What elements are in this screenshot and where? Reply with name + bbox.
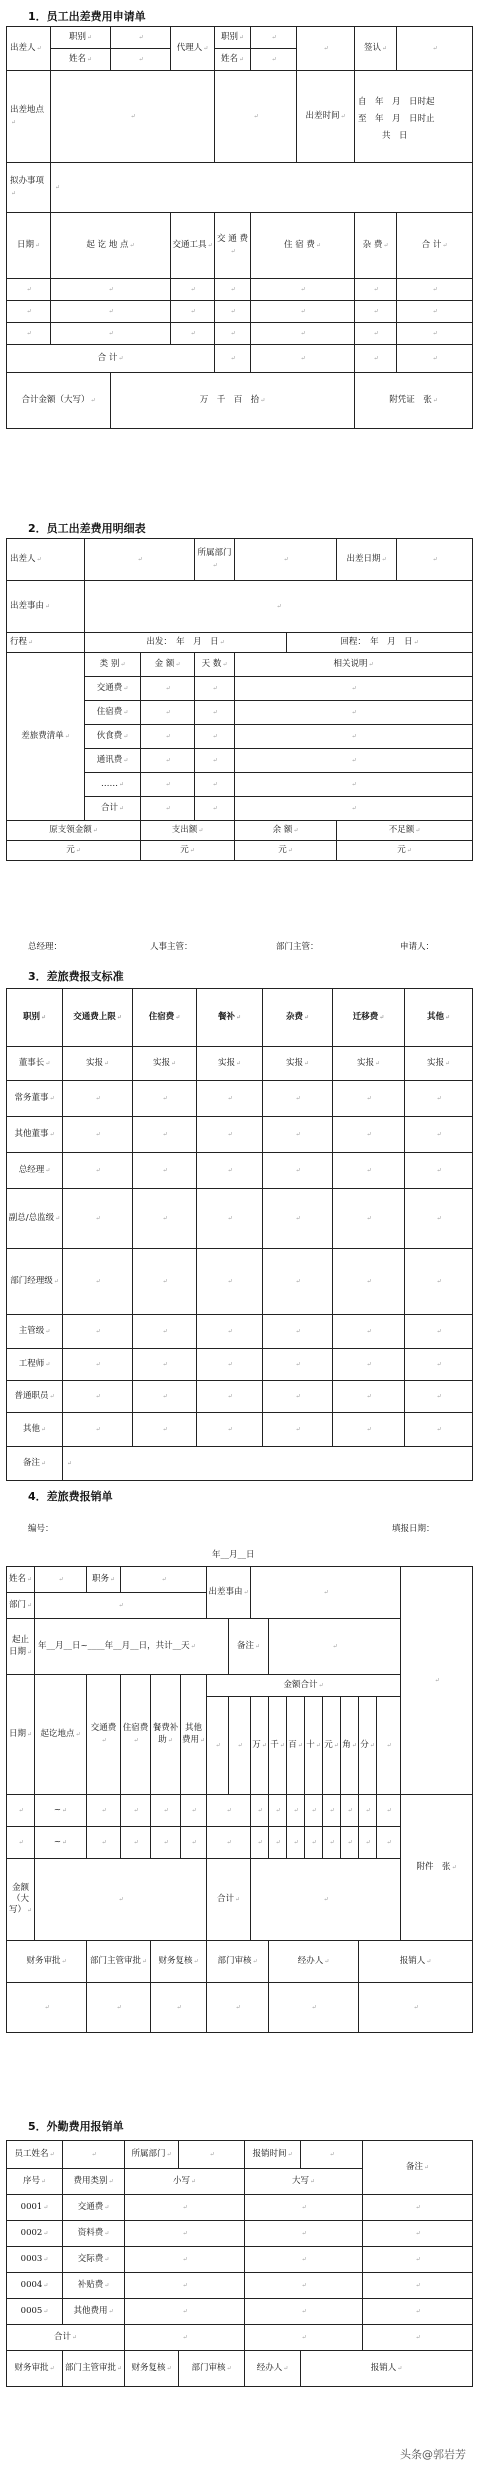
fullname-value[interactable] — [111, 49, 171, 71]
head-misc: 杂 费 ↵ — [355, 213, 397, 279]
fullname-label: 姓名 ↵ — [51, 49, 111, 71]
s5-sign-finance: 财务审批 ↵ — [7, 2351, 63, 2387]
s2-matter-label: 出差事由 ↵ — [7, 581, 85, 633]
place-label: 出差地点 ↵ — [7, 71, 51, 163]
type-more: …… ↵ — [85, 773, 141, 797]
original-amount-label: 原支领金额 ↵ — [7, 821, 141, 841]
agent-name-value[interactable] — [251, 49, 297, 71]
s5-head-no: 序号 ↵ — [7, 2169, 63, 2195]
table-row: 0005 ↵ 其他费用 ↵ ↵ ↵ ↵ — [7, 2299, 473, 2325]
std-row-label: 其他董事 ↵ — [7, 1117, 63, 1153]
std-row-label: 部门经理级 ↵ — [7, 1249, 63, 1315]
shortfall-value[interactable]: 元 ↵ — [337, 841, 473, 861]
balance-label: 余 额 ↵ — [235, 821, 337, 841]
table-row — [7, 1447, 473, 1481]
field-expense-table — [6, 2140, 473, 2387]
std-row-label: 董事长 ↵ — [7, 1047, 63, 1081]
paid-label: 支出额 ↵ — [141, 821, 235, 841]
std-head-meal: 餐补 ↵ — [197, 989, 263, 1047]
table-row — [7, 1117, 473, 1153]
tilde[interactable]: ~ ↵ — [35, 1827, 87, 1859]
place-value[interactable] — [51, 71, 215, 163]
std-head-move: 迁移费 ↵ — [333, 989, 405, 1047]
type-hotel: 住宿费 ↵ — [85, 701, 141, 725]
s4-head-meal: 餐费补助 ↵ — [151, 1675, 181, 1795]
s5-sign-finance-review: 财务复核 ↵ — [125, 2351, 179, 2387]
amount-units[interactable]: 万 千 百 拾 ↵ — [111, 373, 355, 429]
s4-sign-dept-review: 部门审核 ↵ — [207, 1941, 269, 1983]
matter-value[interactable] — [51, 163, 473, 213]
s4-head-hotel: 住宿费 ↵ — [121, 1675, 151, 1795]
time-value[interactable] — [355, 71, 473, 163]
std-head-post: 职别 ↵ — [7, 989, 63, 1047]
attach-label[interactable]: 附件 张 ↵ — [401, 1795, 473, 1941]
route-label: 行程 ↵ — [7, 633, 85, 653]
s5-sign-handler: 经办人 ↵ — [245, 2351, 301, 2387]
type-phone: 通讯费 ↵ — [85, 749, 141, 773]
table-row: 0002 ↵ 资料费 ↵ ↵ ↵ ↵ — [7, 2221, 473, 2247]
report-date[interactable]: 年__月__日 — [212, 1550, 255, 1560]
s2-date-label: 出差日期 ↵ — [337, 539, 397, 581]
s4-sign-handler: 经办人 ↵ — [269, 1941, 359, 1983]
type-transport: 交通费 ↵ — [85, 677, 141, 701]
unit-fen: 分 ↵ — [359, 1697, 377, 1795]
s5-head-big: 大写 ↵ — [245, 2169, 363, 2195]
head-total: 合 计 ↵ — [397, 213, 473, 279]
s4-reason-label: 出差事由 ↵ — [207, 1567, 251, 1619]
std-head-misc: 杂费 ↵ — [263, 989, 333, 1047]
s4-sign-claimant: 报销人 ↵ — [359, 1941, 473, 1983]
applicant-label: 出差人 ↵ — [7, 27, 51, 71]
place-blank[interactable] — [215, 71, 297, 163]
paid-value[interactable]: 元 ↵ — [141, 841, 235, 861]
s4-head-from-to: 起讫地点 ↵ — [35, 1675, 87, 1795]
s5-name-label: 员工姓名 ↵ — [7, 2141, 63, 2169]
reimbursement-table — [6, 1566, 473, 2033]
s2-head-type: 类 别 ↵ — [85, 653, 141, 677]
s4-head-date: 日期 ↵ — [7, 1675, 35, 1795]
s2-head-amount: 金 额 ↵ — [141, 653, 195, 677]
s4-dates-value[interactable]: 年__月__日~____年__月__日，共计__天 ↵ — [35, 1619, 229, 1675]
std-row-label: 常务董事 ↵ — [7, 1081, 63, 1117]
s5-head-small: 小写 ↵ — [125, 2169, 245, 2195]
time-label: 出差时间 ↵ — [297, 71, 355, 163]
sign-label: 签认 ↵ — [355, 27, 397, 71]
post-label: 职别 ↵ — [51, 27, 111, 49]
agent-name-label: 姓名 ↵ — [215, 49, 251, 71]
table-row — [7, 1081, 473, 1117]
s1-row-total-label: 合 计 ↵ — [7, 345, 215, 373]
agent-label: 代理人 ↵ — [171, 27, 215, 71]
table-row — [7, 1349, 473, 1381]
table-row — [7, 1153, 473, 1189]
unit-jiao: 角 ↵ — [341, 1697, 359, 1795]
table-row: 董事长 ↵ 实报 ↵ 实报 ↵ 实报 ↵ 实报 ↵ 实报 ↵ 实报 ↵ — [7, 1047, 473, 1081]
table-row: 0004 ↵ 补贴费 ↵ ↵ ↵ ↵ — [7, 2273, 473, 2299]
travel-detail-table — [6, 538, 473, 861]
section2-title: 2．员工出差费用明细表 — [28, 522, 146, 535]
matter-label: 拟办事项 ↵ — [7, 163, 51, 213]
table-row — [7, 1315, 473, 1349]
s4-sign-dept-head: 部门主管审批 ↵ — [87, 1941, 151, 1983]
attach-count[interactable]: 附凭证 张 ↵ — [355, 373, 473, 429]
table-row — [7, 1381, 473, 1413]
s5-time-label: 报销时间 ↵ — [245, 2141, 301, 2169]
head-date: 日期 ↵ — [7, 213, 51, 279]
section4-title: 4．差旅费报销单 — [28, 1490, 113, 1503]
s4-sign-finance: 财务审批 ↵ — [7, 1941, 87, 1983]
table-row: 0003 ↵ 交际费 ↵ ↵ ↵ ↵ — [7, 2247, 473, 2273]
std-row-label: 副总/总监级 ↵ — [7, 1189, 63, 1249]
s5-dept-label: 所属部门 ↵ — [125, 2141, 179, 2169]
s5-sign-dept-head: 部门主管审批 ↵ — [63, 2351, 125, 2387]
balance-value[interactable]: 元 ↵ — [235, 841, 337, 861]
unit-bai: 百 ↵ — [287, 1697, 305, 1795]
sign-dept: 部门主管： — [276, 942, 319, 952]
sign-manager: 总经理： — [28, 942, 63, 952]
unit-qian: 千 ↵ — [269, 1697, 287, 1795]
head-transport: 交通工具 ↵ — [171, 213, 215, 279]
time-to: 至 年 月 日时止 — [358, 113, 435, 124]
section3-title: 3．差旅费报支标准 — [28, 970, 124, 983]
s2-name-label: 出差人 ↵ — [7, 539, 85, 581]
std-row-label: 工程师 ↵ — [7, 1349, 63, 1381]
fill-date-label: 填报日期： — [392, 1524, 435, 1534]
s4-dept-label: 部门 ↵ — [7, 1593, 35, 1619]
std-head-hotel: 住宿费 ↵ — [133, 989, 197, 1047]
std-head-transport: 交通费上限 ↵ — [63, 989, 133, 1047]
section1-title: 1．员工出差费用申请单 — [28, 10, 146, 23]
table-row — [7, 1189, 473, 1249]
s4-head-other: 其他费用 ↵ — [181, 1675, 207, 1795]
sign-hr: 人事主管： — [150, 942, 193, 952]
head-hotel: 住 宿 费 ↵ — [251, 213, 355, 279]
s5-row-total-label: 合计 ↵ — [7, 2325, 125, 2351]
time-total: 共 日 — [382, 131, 408, 142]
s5-head-type: 费用类别 ↵ — [63, 2169, 125, 2195]
s4-head-fare: 交通费 ↵ — [87, 1675, 121, 1795]
original-amount-value[interactable]: 元 ↵ — [7, 841, 141, 861]
post-value[interactable] — [111, 27, 171, 49]
amount-label: 合计金额（大写） ↵ — [7, 373, 111, 429]
table-row — [7, 1413, 473, 1447]
s5-sign-dept-review: 部门审核 ↵ — [179, 2351, 245, 2387]
s4-remark-label: 备注 ↵ — [229, 1619, 269, 1675]
s4-sign-finance-review: 财务复核 ↵ — [151, 1941, 207, 1983]
s4-head-sum: 金额合计 ↵ — [207, 1675, 401, 1697]
section5-title: 5．外勤费用报销单 — [28, 2120, 124, 2133]
std-row-label: 普通职员 ↵ — [7, 1381, 63, 1413]
travel-application-table — [6, 26, 473, 429]
s5-sign-claimant: 报销人 ↵ — [301, 2351, 473, 2387]
unit-shi: 十 ↵ — [305, 1697, 323, 1795]
watermark: 头条@郭岩芳 — [400, 2448, 466, 2461]
shortfall-label: 不足额 ↵ — [337, 821, 473, 841]
table-row — [7, 323, 473, 345]
s4-dates-label: 起止日期 ↵ — [7, 1619, 35, 1675]
expense-list-label: 差旅费清单 ↵ — [7, 653, 85, 821]
table-row: 0001 ↵ 交通费 ↵ ↵ ↵ ↵ — [7, 2195, 473, 2221]
s2-dept-label: 所属部门 ↵ — [195, 539, 235, 581]
std-row-label: 其他 ↵ — [7, 1413, 63, 1447]
unit-yuan: 元 ↵ — [323, 1697, 341, 1795]
s4-post-label: 职务 ↵ — [87, 1567, 121, 1593]
std-head-other: 其他 ↵ — [405, 989, 473, 1047]
tilde[interactable]: ~ ↵ — [35, 1795, 87, 1827]
agent-post-value[interactable] — [251, 27, 297, 49]
agent-post-label: 职别 ↵ — [215, 27, 251, 49]
s5-remark-label: 备注 ↵ — [363, 2141, 473, 2195]
s2-row-total-label: 合计 ↵ — [85, 797, 141, 821]
unit-wan: 万 ↵ — [251, 1697, 269, 1795]
sign-applicant: 申请人： — [400, 942, 435, 952]
head-fare: 交 通 费 ↵ — [215, 213, 251, 279]
s2-head-note: 相关说明 ↵ — [235, 653, 473, 677]
table-row — [7, 301, 473, 323]
depart-date[interactable]: 出发： 年 月 日 ↵ — [85, 633, 287, 653]
s4-total-label: 合计 ↵ — [207, 1859, 251, 1941]
time-from: 自 年 月 日时起 — [358, 96, 435, 107]
std-row-label: 总经理 ↵ — [7, 1153, 63, 1189]
table-row — [7, 279, 473, 301]
head-from-to: 起 讫 地 点 ↵ — [51, 213, 171, 279]
std-row-label: 主管级 ↵ — [7, 1315, 63, 1349]
s4-amount-label: 金额（大写） ↵ — [7, 1859, 35, 1941]
doc-number-label: 编号： — [28, 1524, 54, 1534]
agent-blank[interactable] — [297, 27, 355, 71]
type-meal: 伙食费 ↵ — [85, 725, 141, 749]
table-row — [7, 1249, 473, 1315]
s4-name-label: 姓名 ↵ — [7, 1567, 35, 1593]
table-row — [7, 1795, 473, 1827]
s2-head-days: 天 数 ↵ — [195, 653, 235, 677]
return-date[interactable]: 回程： 年 月 日 ↵ — [287, 633, 473, 653]
sign-value[interactable] — [397, 27, 473, 71]
travel-standard-table — [6, 988, 473, 1481]
std-row-label: 备注 ↵ — [7, 1447, 63, 1481]
